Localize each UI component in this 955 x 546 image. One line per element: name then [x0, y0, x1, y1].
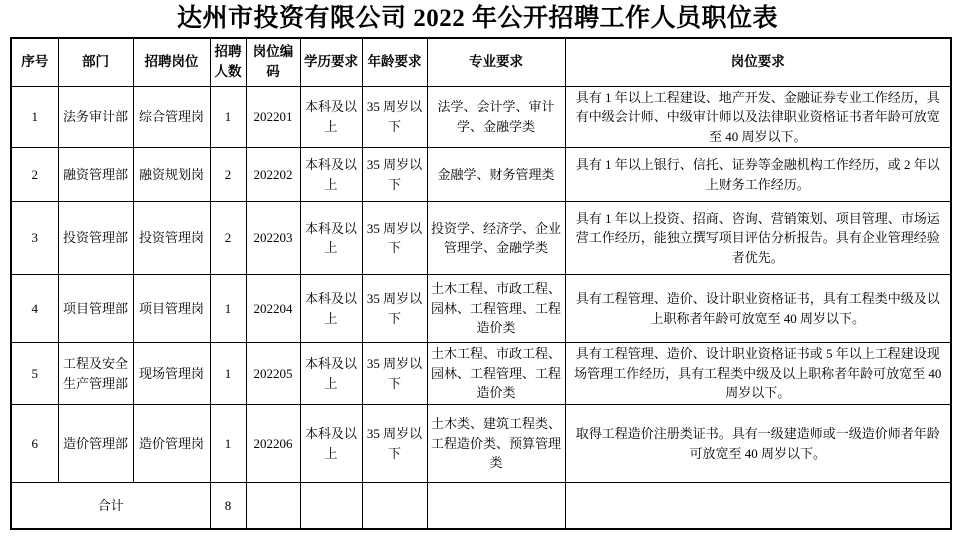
table-header-row — [11, 38, 951, 86]
table-row — [11, 202, 951, 275]
header-cell-age: 年龄要求 — [362, 38, 427, 86]
cell-code: 202204 — [246, 275, 300, 343]
header-cell-req: 岗位要求 — [565, 38, 951, 86]
cell-major: 土木工程、市政工程、园林、工程管理、工程造价类 — [427, 275, 565, 343]
cell-dept: 投资管理部 — [58, 202, 133, 275]
cell-age: 35 周岁以下 — [362, 275, 427, 343]
cell-no: 3 — [11, 202, 58, 275]
cell-code: 202203 — [246, 202, 300, 275]
cell-edu: 本科及以上 — [300, 275, 362, 343]
cell-post: 综合管理岗 — [133, 86, 210, 148]
cell-major: 法学、会计学、审计学、金融学类 — [427, 86, 565, 148]
cell-edu: 本科及以上 — [300, 343, 362, 405]
cell-edu: 本科及以上 — [300, 86, 362, 148]
page-title: 达州市投资有限公司 2022 年公开招聘工作人员职位表 — [176, 5, 778, 32]
cell-dept: 造价管理部 — [58, 405, 133, 483]
cell-no: 2 — [11, 148, 58, 202]
cell-major: 金融学、财务管理类 — [427, 148, 565, 202]
cell-code: 202201 — [246, 86, 300, 148]
cell-count: 1 — [210, 343, 246, 405]
cell-code: 202205 — [246, 343, 300, 405]
cell-code: 202206 — [246, 405, 300, 483]
cell-req: 具有 1 年以上投资、招商、咨询、营销策划、项目管理、市场运营工作经历，能独立撰写项目评估分析报告。具有企业管理经验者优先。 — [565, 202, 951, 275]
empty-cell — [427, 483, 565, 529]
cell-dept: 法务审计部 — [58, 86, 133, 148]
cell-major: 土木工程、市政工程、园林、工程管理、工程造价类 — [427, 343, 565, 405]
header-cell-code: 岗位编码 — [246, 38, 300, 86]
cell-edu: 本科及以上 — [300, 202, 362, 275]
cell-count: 2 — [210, 148, 246, 202]
empty-cell — [565, 483, 951, 529]
header-cell-edu: 学历要求 — [300, 38, 362, 86]
cell-req: 具有工程管理、造价、设计职业资格证书，具有工程类中级及以上职称者年龄可放宽至 40 周岁以下。 — [565, 275, 951, 343]
cell-dept: 项目管理部 — [58, 275, 133, 343]
cell-edu: 本科及以上 — [300, 148, 362, 202]
cell-req: 具有 1 年以上工程建设、地产开发、金融证券专业工作经历，具有中级会计师、中级审计师以及法律职业资格证书者年龄可放宽至 40 周岁以下。 — [565, 86, 951, 148]
cell-post: 融资规划岗 — [133, 148, 210, 202]
cell-count: 1 — [210, 86, 246, 148]
cell-age: 35 周岁以下 — [362, 343, 427, 405]
cell-no: 4 — [11, 275, 58, 343]
table-row — [11, 343, 951, 405]
empty-cell — [300, 483, 362, 529]
cell-post: 现场管理岗 — [133, 343, 210, 405]
cell-age: 35 周岁以下 — [362, 202, 427, 275]
cell-req: 具有工程管理、造价、设计职业资格证书或 5 年以上工程建设现场管理工作经历，具有工程类中级及以上职称者年龄可放宽至 40 周岁以下。 — [565, 343, 951, 405]
cell-code: 202202 — [246, 148, 300, 202]
cell-age: 35 周岁以下 — [362, 148, 427, 202]
cell-req: 取得工程造价注册类证书。具有一级建造师或一级造价师者年龄可放宽至 40 周岁以下。 — [565, 405, 951, 483]
cell-dept: 工程及安全生产管理部 — [58, 343, 133, 405]
empty-cell — [362, 483, 427, 529]
cell-dept: 融资管理部 — [58, 148, 133, 202]
cell-no: 6 — [11, 405, 58, 483]
cell-no: 5 — [11, 343, 58, 405]
header-cell-major: 专业要求 — [427, 38, 565, 86]
header-cell-count: 招聘人数 — [210, 38, 246, 86]
cell-no: 1 — [11, 86, 58, 148]
cell-post: 投资管理岗 — [133, 202, 210, 275]
table-row — [11, 275, 951, 343]
header-cell-dept: 部门 — [58, 38, 133, 86]
cell-count: 2 — [210, 202, 246, 275]
cell-post: 造价管理岗 — [133, 405, 210, 483]
total-label-cell: 合计 — [11, 483, 210, 529]
recruitment-table — [10, 37, 952, 530]
table-footer-row — [11, 483, 951, 529]
cell-age: 35 周岁以下 — [362, 405, 427, 483]
total-count-cell: 8 — [210, 483, 246, 529]
table-row — [11, 405, 951, 483]
empty-cell — [246, 483, 300, 529]
cell-major: 投资学、经济学、企业管理学、金融学类 — [427, 202, 565, 275]
cell-count: 1 — [210, 275, 246, 343]
cell-age: 35 周岁以下 — [362, 86, 427, 148]
table-row — [11, 148, 951, 202]
cell-req: 具有 1 年以上银行、信托、证券等金融机构工作经历，或 2 年以上财务工作经历。 — [565, 148, 951, 202]
cell-post: 项目管理岗 — [133, 275, 210, 343]
table-row — [11, 86, 951, 148]
cell-count: 1 — [210, 405, 246, 483]
header-cell-post: 招聘岗位 — [133, 38, 210, 86]
cell-major: 土木类、建筑工程类、工程造价类、预算管理类 — [427, 405, 565, 483]
header-cell-no: 序号 — [11, 38, 58, 86]
cell-edu: 本科及以上 — [300, 405, 362, 483]
